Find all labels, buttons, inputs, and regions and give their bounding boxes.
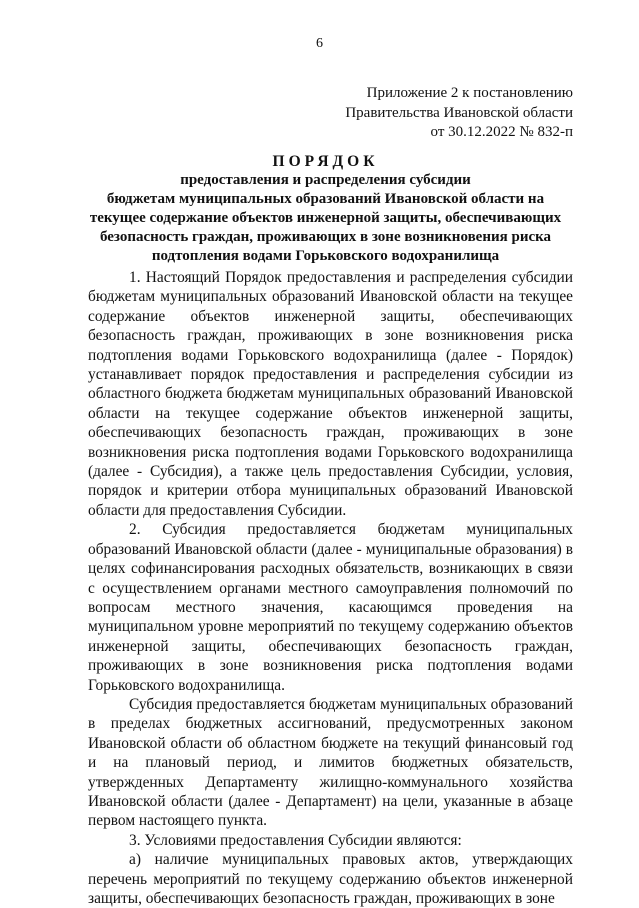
document-body [88,268,573,908]
page-number: 6 [316,36,323,51]
document-title: ПОРЯДОК [272,153,379,170]
document-subtitle-line: подтопления водами Горьковского водохранилища [151,248,500,264]
paragraph-2: 2. Субсидия предоставляется бюджетам муниципальных образований Ивановской области (далее - муниципальные образования) в целях софинансирования расходных обязательств, возникающих в связи с осуществлением органами местного самоуправления полномочий по вопросам местного значения, касающимся проведения на муниципальном уровне мероприятий по текущему содержанию объектов инженерной защиты, обеспечивающих безопасность граждан, проживающих в зоне возникновения риска подтопления водами Горьковского водохранилища. [88,521,573,694]
paragraph-2-continuation: Субсидия предоставляется бюджетам муниципальных образований в пределах бюджетных ассигнований, предусмотренных законом Ивановской области об областном бюджете на текущий финансовый год и на плановый период, и лимитов бюджетных обязательств, утвержденных Департаменту жилищно-коммунального хозяйства Ивановской области (далее - Департамент) на цели, указанные в абзаце первом настоящего пункта. [88,695,573,830]
paragraph-3a: а) наличие муниципальных правовых актов, утверждающих перечень мероприятий по текущему содержанию объектов инженерной защиты, обеспечивающих безопасность граждан, проживающих в зоне [88,851,573,907]
paragraph-1: 1. Настоящий Порядок предоставления и распределения субсидии бюджетам муниципальных образований Ивановской области на текущее содержание объектов инженерной защиты, обеспечивающих безопасность граждан, проживающих в зоне возникновения риска подтопления водами Горьковского водохранилища (далее - Порядок) устанавливает порядок предоставления и распределения субсидии из областного бюджета бюджетам муниципальных образований Ивановской области на текущее содержание объектов инженерной защиты, обеспечивающих безопасность граждан, проживающих в зоне возникновения риска подтопления водами Горьковского водохранилища (далее - Субсидия), а также цель предоставления Субсидии, условия, порядок и критерии отбора муниципальных образований Ивановской области для предоставления Субсидии. [88,269,573,519]
appendix-line: Правительства Ивановской области [345,104,573,121]
paragraph-3: 3. Условиями предоставления Субсидии являются: [129,831,462,849]
document-subtitle-line: предоставления и распределения субсидии [180,172,471,188]
document-heading [80,152,571,266]
appendix-block [345,84,573,143]
appendix-line: Приложение 2 к постановлению [366,85,573,101]
document-subtitle-line: бюджетам муниципальных образований Ивановской области на [106,191,545,207]
document-subtitle-line: текущее содержание объектов инженерной защиты, обеспечивающих [89,210,562,226]
appendix-date: от 30.12.2022 № 832-п [430,124,573,141]
document-subtitle-line: безопасность граждан, проживающих в зоне возникновения риска [99,229,552,245]
